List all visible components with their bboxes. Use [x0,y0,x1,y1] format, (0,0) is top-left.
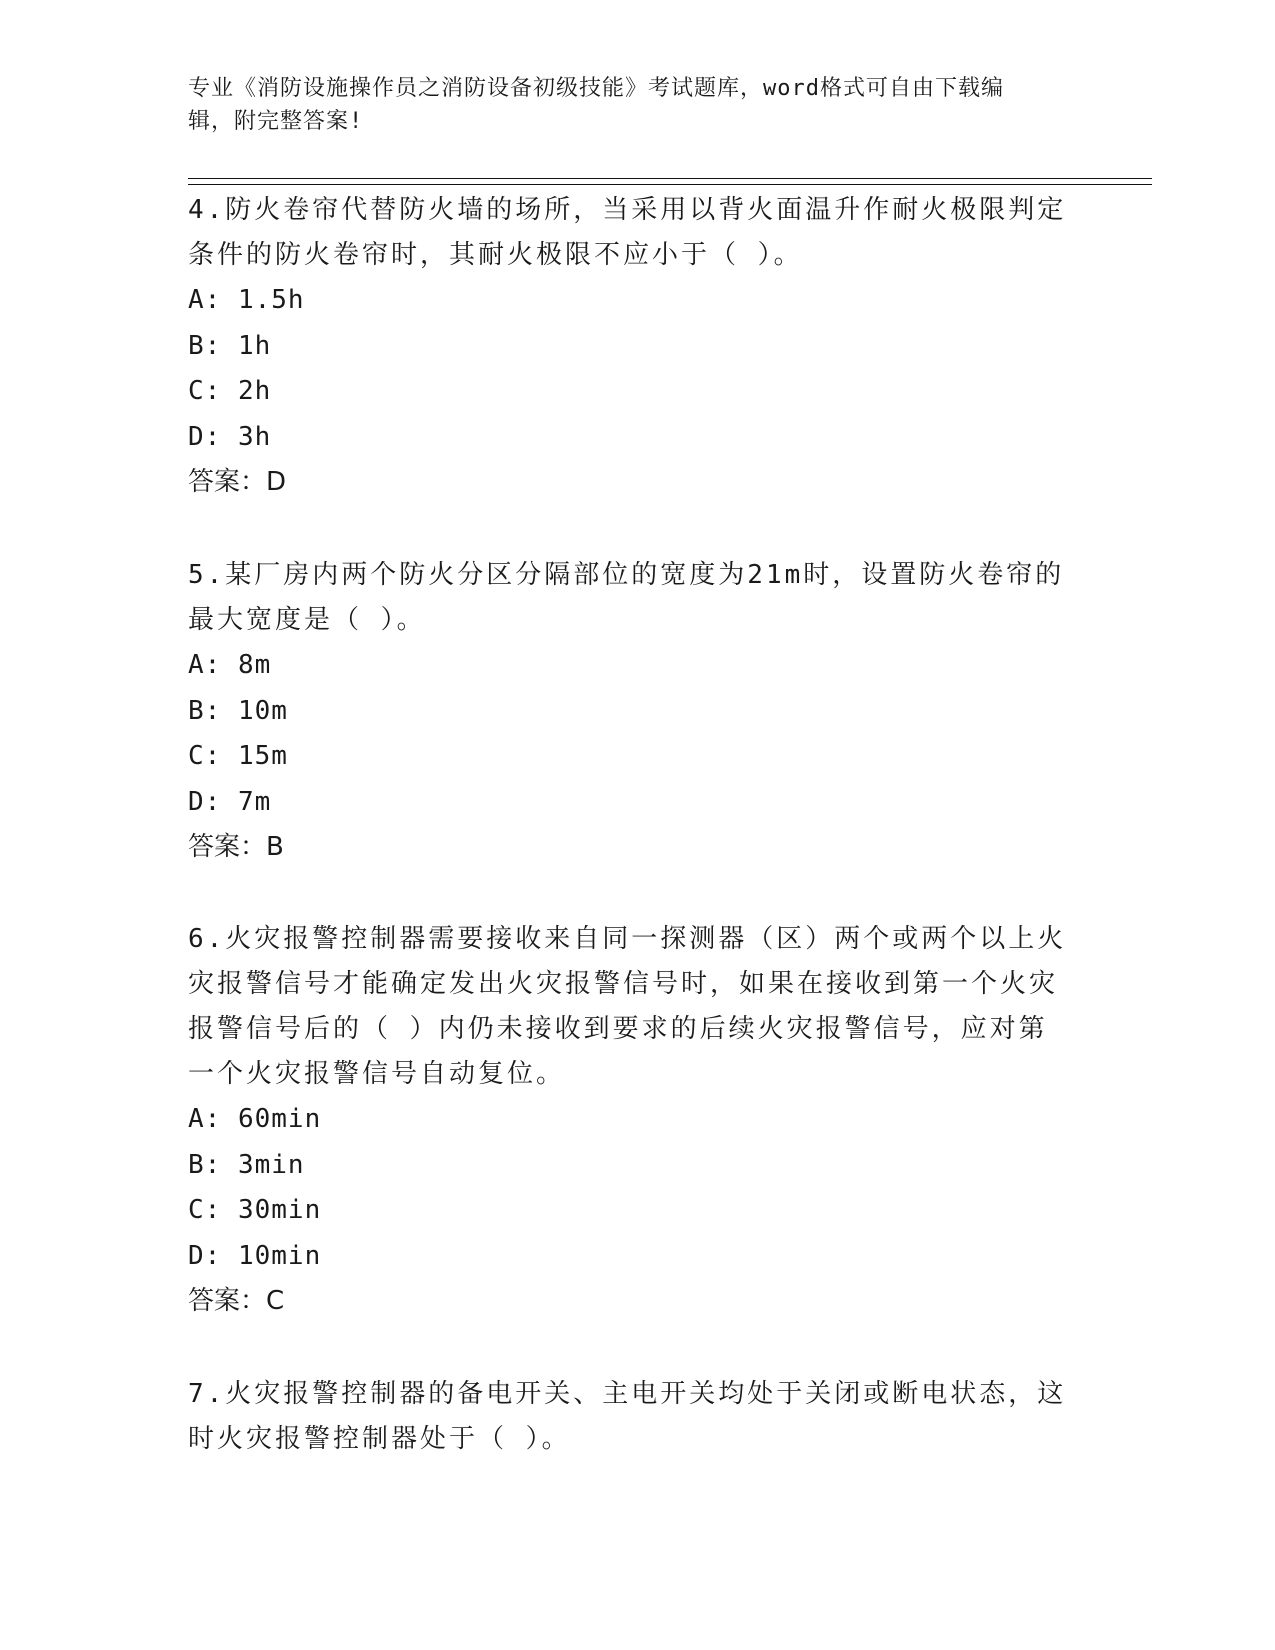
question-6 [188,917,1068,1323]
option-d: D: 7m [188,786,272,817]
answer: 答案：C [188,1286,285,1316]
option-b: B: 3min [188,1149,305,1180]
option-d: D: 10min [188,1240,322,1271]
question-7 [188,1372,1068,1462]
question-stem-line: 6.火灾报警控制器需要接收来自同一探测器（区）两个或两个以上火 [188,924,1067,954]
question-5 [188,553,1068,869]
question-stem-line: 7.火灾报警控制器的备电开关、主电开关均处于关闭或断电状态，这 [188,1379,1067,1409]
option-b: B: 10m [188,695,288,726]
question-stem-line: 条件的防火卷帘时，其耐火极限不应小于（ ）。 [188,240,803,270]
question-stem-line: 时火灾报警控制器处于（ ）。 [188,1424,571,1454]
question-stem-line: 报警信号后的（ ）内仍未接收到要求的后续火灾报警信号，应对第 [188,1014,1048,1044]
header-divider-top [188,178,1152,179]
question-stem-line: 最大宽度是（ ）。 [188,605,426,635]
option-a: A: 8m [188,650,272,680]
option-a: A: 60min [188,1104,322,1134]
question-stem-line: 4.防火卷帘代替防火墙的场所，当采用以背火面温升作耐火极限判定 [188,195,1067,225]
question-stem-line: 5.某厂房内两个防火分区分隔部位的宽度为21m时，设置防火卷帘的 [188,560,1065,590]
answer: 答案：D [188,467,287,497]
option-c: C: 30min [188,1195,322,1225]
option-c: C: 2h [188,376,272,406]
option-c: C: 15m [188,741,288,771]
header-line: 专业《消防设施操作员之消防设备初级技能》考试题库，word格式可自由下载编 [188,76,1004,101]
option-b: B: 1h [188,330,272,361]
option-d: D: 3h [188,421,272,452]
question-stem-line: 一个火灾报警信号自动复位。 [188,1059,566,1089]
question-stem-line: 灾报警信号才能确定发出火灾报警信号时，如果在接收到第一个火灾 [188,969,1059,999]
question-4 [188,188,1068,504]
option-a: A: 1.5h [188,285,305,315]
header-line: 辑，附完整答案! [188,109,364,134]
answer: 答案：B [188,832,284,862]
document-header [188,72,1068,138]
header-divider-bottom [188,184,1152,185]
